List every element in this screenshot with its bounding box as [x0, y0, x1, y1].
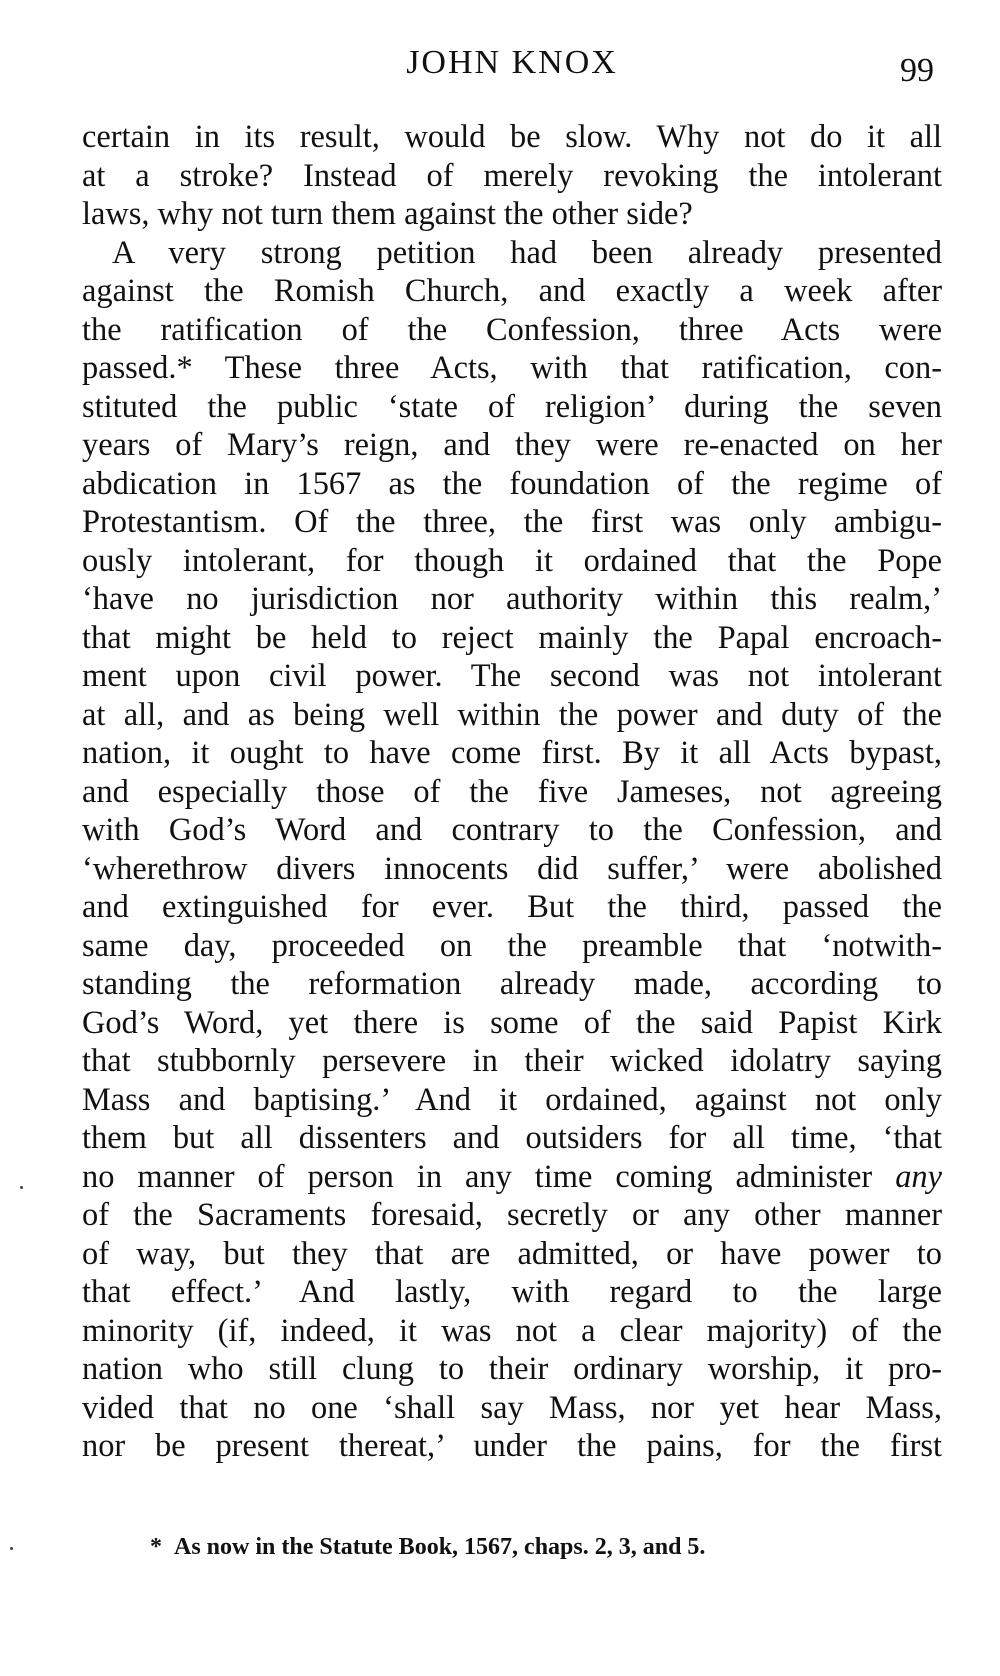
text-line: with God’s Word and contrary to the Confession, and: [82, 812, 942, 848]
running-head: [82, 44, 942, 94]
text-line: years of Mary’s reign, and they were re-enacted on her: [82, 427, 942, 463]
text-line: ously intolerant, for though it ordained that the Pope: [82, 542, 942, 579]
body-text: [82, 118, 942, 1466]
text-line: laws, why not turn them against the other side?: [82, 196, 693, 232]
text-line: and especially those of the five Jameses, not agreeing: [82, 773, 942, 810]
text-line: them but all dissenters and outsiders for all time, ‘that: [82, 1120, 942, 1156]
text-line: against the Romish Church, and exactly a week after: [82, 273, 942, 309]
text-line: that might be held to reject mainly the Papal encroach-: [82, 619, 942, 656]
text-line: of the Sacraments foresaid, secretly or any other manner: [82, 1197, 942, 1233]
text-line: same day, proceeded on the preamble that ‘notwith-: [82, 927, 942, 964]
page-number: 99: [900, 52, 934, 89]
italic-word: any: [895, 1158, 942, 1195]
text-line-with-italic: [82, 1158, 942, 1197]
text-line: and extinguished for ever. But the third, passed the: [82, 889, 942, 925]
text-segment: no manner of person in any time coming administer: [82, 1158, 873, 1195]
text-line: nation, it ought to have come first. By it all Acts bypast,: [82, 735, 942, 771]
footnote-text: As now in the Statute Book, 1567, chaps. 2, 3, and 5.: [174, 1534, 706, 1560]
text-line: at a stroke? Instead of merely revoking the intolerant: [82, 157, 942, 194]
text-line: minority (if, indeed, it was not a clear majority) of the: [82, 1312, 942, 1349]
text-line: the ratification of the Confession, three Acts were: [82, 311, 942, 348]
text-line: Mass and baptising.’ And it ordained, against not only: [82, 1081, 942, 1118]
text-line: God’s Word, yet there is some of the said Papist Kirk: [82, 1004, 942, 1041]
text-line: ‘wherethrow divers innocents did suffer,’ were abolished: [82, 850, 942, 887]
margin-speck: [20, 1186, 23, 1189]
text-line: passed.* These three Acts, with that ratification, con-: [82, 350, 942, 386]
text-line: stituted the public ‘state of religion’ during the seven: [82, 388, 942, 425]
margin-speck: [10, 1547, 13, 1550]
text-line: ‘have no jurisdiction nor authority within this realm,’: [82, 581, 942, 617]
footnote-marker: *: [150, 1534, 162, 1560]
footnote: [150, 1534, 910, 1561]
text-line: vided that no one ‘shall say Mass, nor yet hear Mass,: [82, 1389, 942, 1426]
text-line: that effect.’ And lastly, with regard to the large: [82, 1274, 942, 1310]
text-line: nor be present thereat,’ under the pains, for the first: [82, 1428, 942, 1464]
text-line: nation who still clung to their ordinary worship, it pro-: [82, 1351, 942, 1387]
text-line: of way, but they that are admitted, or have power to: [82, 1235, 942, 1272]
text-line: that stubbornly persevere in their wicked idolatry saying: [82, 1043, 942, 1079]
running-title: JOHN KNOX: [406, 44, 618, 81]
text-line: Protestantism. Of the three, the first was only ambigu-: [82, 504, 942, 540]
text-line: standing the reformation already made, according to: [82, 966, 942, 1002]
text-line: abdication in 1567 as the foundation of the regime of: [82, 465, 942, 502]
text-line: A very strong petition had been already presented: [112, 234, 942, 271]
text-line: certain in its result, would be slow. Why not do it all: [82, 119, 942, 155]
text-line: ment upon civil power. The second was not intolerant: [82, 658, 942, 694]
text-line: at all, and as being well within the power and duty of the: [82, 696, 942, 733]
